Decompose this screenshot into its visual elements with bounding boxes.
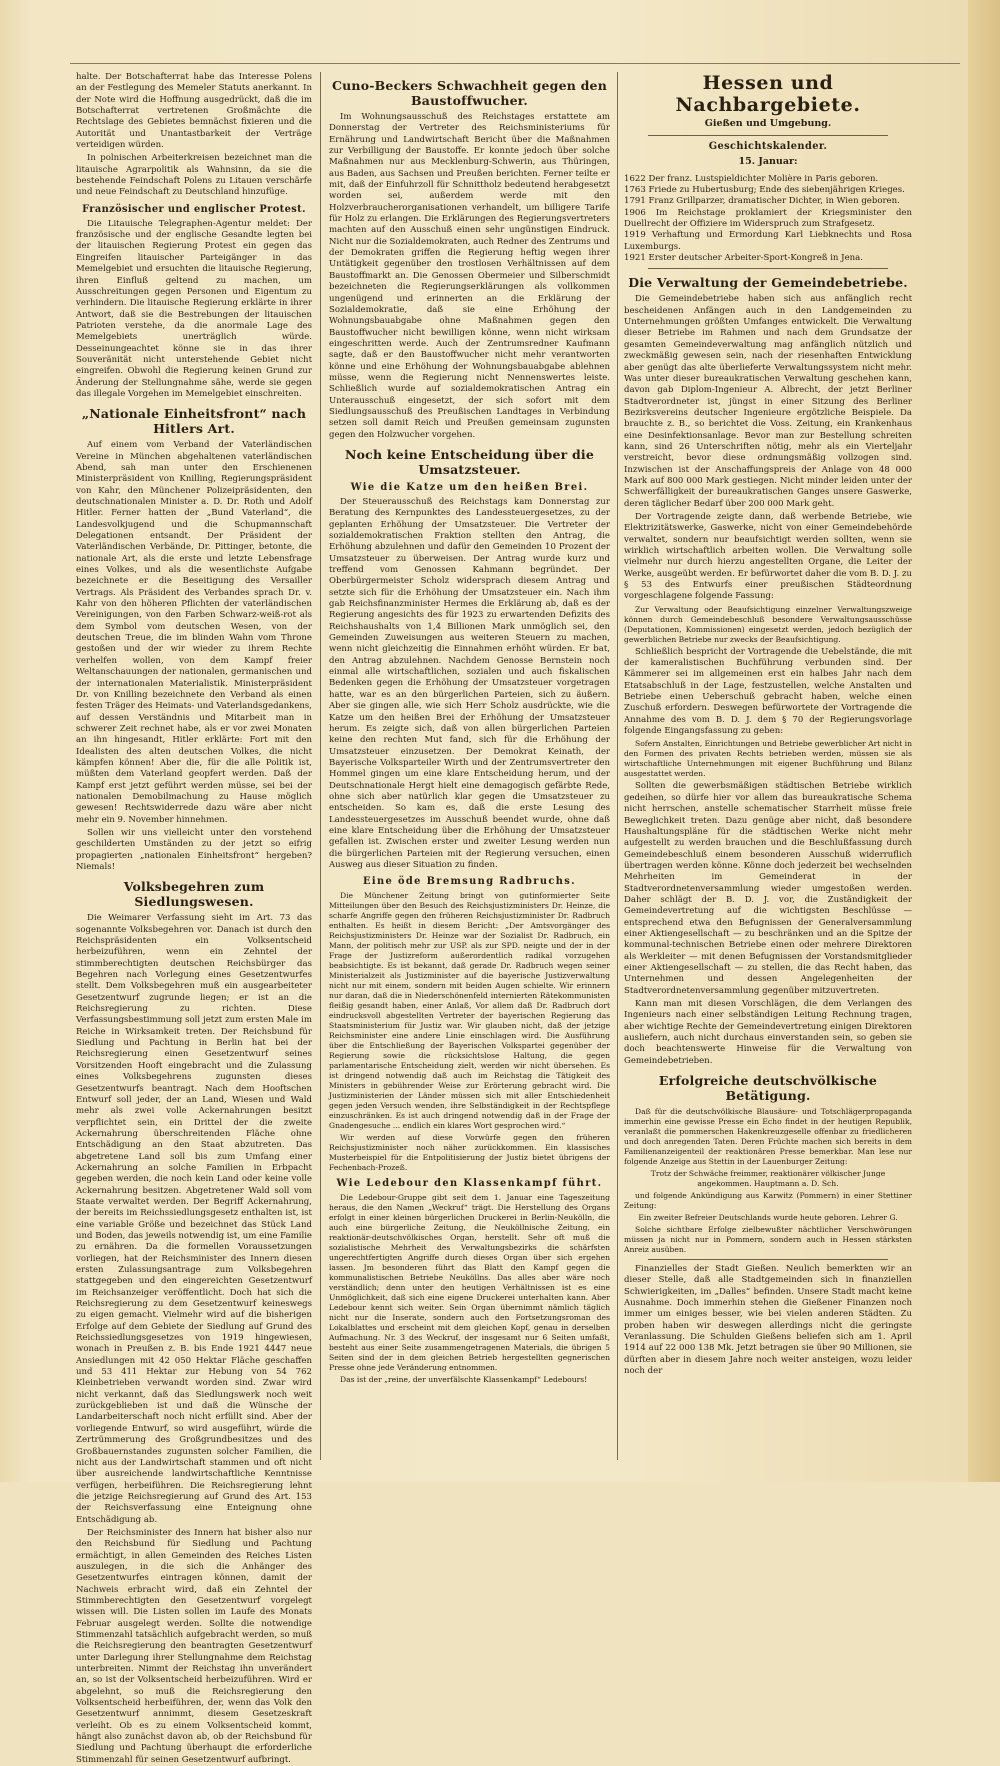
headline-kalender: Geschichtskalender. <box>708 141 828 153</box>
article-paragraph: Schließlich bespricht der Vortragende die Uebelstände, die mit der kameralistischen Buchführung verbunden sind. Der Kämmerer sei im allgemeinen erst ein halbes Jahr nach dem Etatsabschluß in der Lage, festzustellen, welche Anstalten und Betriebe einen Ueberschuß gebracht haben, welche einen Zuschuß erfordern. Deswegen befürwortete der Vortragende die Annahme des vom B. D. J. dem § 70 der Regierungsvorlage folgende Eingangsfassung zu geben: <box>624 646 912 737</box>
column-right <box>624 72 912 1462</box>
article-paragraph: Der Vortragende zeigte dann, daß werbende Betriebe, wie Elektrizitätswerke, Gaswerke, nicht von einer Gemeindebehörde verwaltet, sondern nur beaufsichtigt werden sollten, wenn sie wirklich wirtschaftlich arbeiten wollen. Die Verwaltung solle vielmehr nur durch hierzu angestellten Organe, die Leiter der Werke, ausgeübt werden. Er befürwortet daher die vom B. D. J. zu § 53 des Entwurfs einer preußischen Städteordnung vorgeschlagene folgende Fassung: <box>624 511 912 602</box>
calendar-entry: 1921 Erster deutscher Arbeiter-Sport-Kongreß in Jena. <box>624 253 863 264</box>
headline-protest: Französischer und englischer Protest. <box>82 203 306 215</box>
top-rule <box>70 63 960 64</box>
calendar-entry: 1622 Der franz. Lustspieldichter Molière in Paris geboren. <box>624 173 879 184</box>
article-paragraph: Auf einem vom Verband der Vaterländischen Vereine in München abgehaltenen vaterländischen Abend, sah man unter den Erschienenen Ministerpräsident von Knilling, Regierungspräsident von Kahr, den Münchener Polizeipräsidenten, den deutschnationalen Minister a. D. Dr. Roth und Adolf Hitler. Ferner hatten der „Bund Vaterland“, die Landesvolkjugend und die Schupmannschaft Delegationen entsandt. Der Präsident der Vaterländischen Verbände, Dr. Pittinger, betonte, die nationale Art, als die erste und letzte Lebensfrage eines Volkes, und als die wesentlichste Aufgabe bezeichnete er die Beseitigung des Versailler Vertrags. Als Präsident des Verbandes sprach Dr. v. Kahr von den höheren Pflichten der vaterländischen Vereinigungen, von den Farben Schwarz-weiß-rot als dem Symbol vom deutschen Wesen, von der deutschen Treue, die im blinden Wahn vom Throne gestoßen und der wir wieder zu ihrem Rechte verhelfen wollen, von dem Kampf freier Weltanschauungen der nationalen, germanischen und der internationalen Materialistik. Ministerpräsident Dr. von Knilling bezeichnete den Verband als einen festen Träger des Heimats- und Vaterlandsgedankens, auf dessen Verständnis und Mitarbeit man in schwerer Zeit rechnet habe, als er vor zwei Monaten an ihn hingesandt, Hitler erklärte: Fort mit den Idealisten des alten deutschen Volkes, die nicht kämpfen können! Aber die, für die alle Politik ist, müßten dem Vaterland geopfert werden. Daß der Kampf erst jetzt geführt werden müsse, sei bei der nationalen Demobilmachung zu Hause möglich gewesen! Rechtswiderrede dazu wäre aber nicht mehr ein 9. November hinnehmen. <box>76 440 312 825</box>
calendar-entry: 1791 Franz Grillparzer, dramatischer Dichter, in Wien geboren. <box>624 196 900 207</box>
divider <box>648 268 888 269</box>
article-paragraph: Finanzielles der Stadt Gießen. Neulich bemerkten wir an dieser Stelle, daß alle Stadtgemeinden sich in finanziellen Schwierigkeiten, im „Dalles“ befinden. Unsere Stadt macht keine Ausnahme. Doch immerhin stehen die Gießener Finanzen noch immer um einiges besser, wie bei vielen anderen Städten. Zu proben haben wir deswegen allerdings nicht die geringste Veranlassung. Die Schulden Gießens beliefen sich am 1. April 1914 auf 22 000 138 Mk. Jetzt betragen sie über 90 Millionen, sie dürften aber in diesem Jahre noch weiter ansteigen, wozu leider noch der <box>624 1264 912 1377</box>
paper-edge <box>968 0 1000 1482</box>
column-left <box>76 72 312 1765</box>
section-subtitle: Gießen und Umgebung. <box>704 118 832 129</box>
calendar-entry: 1763 Friede zu Hubertusburg; Ende des siebenjährigen Krieges. <box>624 185 905 196</box>
divider <box>648 135 888 136</box>
headline-radbruch: Eine öde Bremsung Radbruchs. <box>363 876 576 888</box>
article-paragraph: Die Ledebour-Gruppe gibt seit dem 1. Januar eine Tageszeitung heraus, die den Namen „Weckruf“ trägt. Die Herstellung des Organs erfolgt in einer kleinen bürgerlichen Druckerei in Berlin-Neukölln, die auch eine bürgerliche Zeitung, die Neuköllnische Zeitung, ein reaktionär-deutschvölkisches Organ, herstellt. Sehr oft muß die sozialistische Mehrheit des Verwaltungsbezirks die schärfsten ungerechtfertigten Angriffe durch dieses Organ über sich ergehen lassen. Jm besonderen führt das Blatt den Kampf gegen die kommunalistischen Betriebe Neuköllns. Das alles aber wäre noch verständlich; denn unter den heutigen Verhältnissen ist es eine Unmöglichkeit, daß sich eine eigene Druckerei unterhalten kann. Aber Ledebour kennt sich weiter. Sein Organ übernimmt nämlich täglich nicht nur die Inserate, sondern auch den Fortsetzungsroman des Lokalblattes und erscheint mit dem gleichen Kopf, genau in derselben Aufmachung. Nr. 3 des Weckruf, der insgesamt nur 6 Seiten umfaßt, besteht aus einer Seite zusammengetragenen Materials, die übrigen 5 Seiten sind der in dem gleichen Betrieb hergestellten gegnerischen Presse ohne jede Veränderung entnommen. <box>329 1193 610 1373</box>
divider <box>648 1259 888 1260</box>
headline-einheitsfront: „Nationale Einheitsfront“ nach Hitlers Art. <box>81 406 307 437</box>
article-paragraph: Solche sichtbare Erfolge zielbewußter nächtlicher Verschwörungen müssen ja nicht nur in Pommern, sondern auch in Hessen stärksten Anreiz ausüben. <box>624 1225 912 1255</box>
subheadline-katze: Wie die Katze um den heißen Brei. <box>350 481 589 493</box>
column-divider-1 <box>320 72 321 1460</box>
article-paragraph: Im Wohnungsausschuß des Reichstages erstattete am Donnerstag der Vertreter des Reichsministeriums für Ernährung und Landwirtschaft Bericht über die Maßnahmen zur Verbilligung der Baustoffe. Er konnte jedoch über solche Maßnahmen nur aus Mecklenburg-Schwerin, aus Thüringen, aus Baden, aus Sachsen und Preußen berichten. Ferner teilte er mit, daß der Einfuhrzoll für Schnittholz bedeutend herabgesetzt worden sei, außerdem werde mit den Holzverbraucherorganisationen verhandelt, um billigere Tarife für Holz zu erlangen. Die Erklärungen des Regierungsvertreters machten auf den Ausschuß einen sehr ungünstigen Eindruck. Nicht nur die Sozialdemokraten, auch Redner des Zentrums und der Demokraten griffen die Regierung heftig wegen ihrer Untätigkeit gegenüber den trostlosen Verhältnissen auf dem Baustoffmarkt an. Die Genossen Obermeier und Silberschmidt bezeichneten die Regierungserklärungen als vollkommen ungenügend und erinnerten an die Erklärung der Sozialdemokratie, daß sie eine Erhöhung der Wohnungsbauabgabe ohne Maßnahmen gegen den Baustoffwucher nicht bewilligen könne, wenn nicht wirksam eingeschritten werde. Auch der Zentrumsredner Kaufmann sagte, daß er den Baustoffwucher nicht mehr verantworten könne und eine Erhöhung der Wohnungsbauabgabe ablehnen müsse, wenn die Regierung nicht Nennenswertes leiste. Schließlich wurde auf sozialdemokratischen Antrag ein Unterausschuß eingesetzt, der sich sofort mit dem Siedlungsausschuß des Preußischen Landtages in Verbindung setzen soll damit Reich und Preußen gemeinsam zugunsten gegen den Holzwucher vorgehen. <box>329 112 610 440</box>
article-paragraph: Die Litauische Telegraphen-Agentur meldet: Der französische und der englische Gesandte legten bei der litauischen Regierung Protest ein gegen das Eingreifen litauischer Parteigänger in das Memelgebiet und ersuchten die litauische Regierung, ihren Einfluß geltend zu machen, um Ausschreitungen gegen Personen und Eigentum zu verhindern. Die litauische Regierung erklärte in ihrer Antwort, daß sie die Bestrebungen der litauischen Patrioten verstehe, da die anormale Lage des Memelgebiets unerträglich würde. Desseinungeachtet könne sie in das ihrer Souveränität nicht unterstehende Gebiet nicht eingreifen. Obwohl die Regierung keinen Grund zur Änderung der Stellungnahme sähe, werde sie gegen das illegale Vorgehen im Memelgebiet einschreiten. <box>76 218 312 399</box>
column-divider-2 <box>617 72 618 1460</box>
article-paragraph: In polnischen Arbeiterkreisen bezeichnet man die litauische Agrarpolitik als Wahnsinn, da sie die bestehende Feindschaft Polens zu Litauen verschärfe und neue Feindschaft zu Deutschland hinzufüge. <box>76 153 312 198</box>
article-paragraph: halte. Der Botschafterrat habe das Interesse Polens an der Festlegung des Memeler Statuts anerkannt. In der Note wird die Hoffnung ausgedrückt, daß die im Botschafterrat vertretenen Großmächte die Rechtslage des Gebietes bemnächst fixieren und die Autorität und Unantastbarkeit der Verträge verteidigen würden. <box>76 72 312 151</box>
headline-cuno: Cuno-Beckers Schwachheit gegen den Baustoffwucher. <box>332 78 607 108</box>
article-paragraph: Daß für die deutschvölkische Blausäure- und Totschlägerpropaganda immerhin eine gewisse Presse ein Echo findet in der heutigen Republik, veranlaßt die pommerschen Hakenkreuzgeselle offenbar zu friedlicheren und doch anregenden Taten. Deren Früchte machen sich bereits in dem Familienanzeigenteil der reaktionären Presse bemerkbar. Man lese nur folgende Anzeige aus Stettin in der Lauenburger Zeitung: <box>624 1107 912 1167</box>
column-middle <box>329 72 610 1462</box>
calendar-date: 15. Januar: <box>738 156 798 168</box>
headline-umsatzsteuer: Noch keine Entscheidung über die Umsatzsteuer. <box>345 446 594 477</box>
article-paragraph: Sollten die gewerbsmäßigen städtischen Betriebe wirklich gedeihen, so dürfe hier vor allem das bureaukratische Schema nicht herrschen, anstelle schematischer Starrheit müsse freie Beweglichkeit treten. Dazu genüge aber nicht, daß besondere Haushaltungspläne für die städtischen Werke nicht mehr aufgestellt zu werden brauchen und die Beschlußfassung durch Gemeindebeschluß einem besonderen Ausschuß widerruflich übertragen werden könne. Könne doch jederzeit bei wechselnden Mehrheiten im Gemeinderat in der Stadtverordnetenversammlung wieder umgestoßen werden. Daher schlägt der B. D. J. vor, die Zuständigkeit der Gemeindevertretung auf die wichtigsten Beschlüsse — entsprechend etwa den Befugnissen der Generalversammlung einer Aktiengesellschaft — zu beschränken und an die Spitze der kommunal-technischen Betriebe einen oder mehrere Direktoren als Werkleiter — mit denen Befugnissen der Vorstandsmitglieder einer Aktiengesellschaft — zu stellen, die das Recht haben, das Unternehmen und dessen Angelegenheiten der Stadtverordnetenversammlung gegenüber mitzuvertreten. <box>624 781 912 996</box>
ad-quote: Trotz der Schwäche freimmer, reaktionärer völkischer Junge angekommen. Hauptmann a. D. Sch. <box>650 1169 886 1189</box>
article-paragraph: Wir werden auf diese Vorwürfe gegen den früheren Reichsjustizminister noch näher zurückkommen. Ein klassisches Musterbeispiel für die Entpolitisierung der Justiz bietet übrigens der Fechenbach-Prozeß. <box>329 1133 610 1173</box>
quote-paragraph: Zur Verwaltung oder Beaufsichtigung einzelner Verwaltungszweige können durch Gemeindebeschluß besondere Verwaltungsausschüsse (Deputationen, Kommissionen) eingesetzt werden, jedoch bezüglich der gewerblichen Betriebe nur zwecks der Beaufsichtigung. <box>624 604 912 644</box>
headline-verwaltung: Die Verwaltung der Gemeindebetriebe. <box>628 275 908 291</box>
article-paragraph: Das ist der „reine, der unverfälschte Klassenkampf“ Ledebours! <box>340 1375 588 1385</box>
article-paragraph: Die Münchener Zeitung bringt von gutinformierter Seite Mitteilungen über den Besuch des Reichsjustizministers Dr. Heinze, die scharfe Angriffe gegen den früheren Reichsjustizminister Dr. Radbruch enthalten. Es heißt in diesem Bericht: „Der Amtsvorgänger des Reichsjustizministers Dr. Heinze war der Sozialist Dr. Radbruch, ein Mann, der politisch mehr zur USP. als zur SPD. neigte und der in der Frage der Justizreform außerordentlich radikal vorzugehen beabsichtigte. Es ist bekannt, daß gerade Dr. Radbruch wegen seiner Ministerialzeit als Justizminister auf die bayerische Justizverwaltung nicht nur mit einem, sondern mit beiden Augen schielte. Wir erinnern nur daran, daß die in Niederschönenfeld internierten Rätekommunisten fleißig gesandt haben, einer Anlaß, Vor allem daß Dr. Radbruch dort eindrucksvoll abgestellten Vertreter der bayerischen Regierung das Staatsministerium für Justiz war. Wir glauben nicht, daß der jetzige Reichsminister eine andere Linie einschlagen wird. Die Ausführung über die Entschließung der Bayerischen Volkspartei gegenüber der Regierung sowie die rücksichtslose Haltung, die gegen parlamentarische Entscheidung zielt, werden wir nicht übersehen. Es ist dringend notwendig daß auch im Reichstag die Tätigkeit des Ministers in gebührender Weise zur Erörterung gebracht wird. Die Justizministerien der Länder müssen sich mit aller Entschiedenheit gegen jeden Versuch wenden, ihre Selbständigkeit in der Rechtspflege einzuschränken. Es ist auch dringend notwendig daß in der Frage der Gnadengesuche ... endlich ein klares Wort gesprochen wird.“ <box>329 891 610 1131</box>
calendar-entry: 1919 Verhaftung und Ermordung Karl Liebknechts und Rosa Luxemburgs. <box>624 230 912 252</box>
article-paragraph: Die Gemeindebetriebe haben sich aus anfänglich recht bescheidenen Anfängen auch in den Landgemeinden zu Unternehmungen größten Umfanges entwickelt. Die Verwaltung dieser Betriebe im Rahmen und nach dem Grundsatze der gesamten Gemeindeverwaltung mag anfänglich nützlich und zweckmäßig gewesen sein, nach der riesenhaften Entwicklung aber genügt das alte überlieferte Verwaltungssystem nicht mehr. Was unter dieser bureaukratischen Verwaltung geschehen kann, davon gab Diplom-Ingenieur A. Albrecht, der jetzt Berliner Stadtverordneter ist, jüngst in einer Sitzung des Berliner Bezirksvereins deutscher Ingenieure ergötzliche Beispiele. Da brauchte z. B., so berichtet die Voss. Zeitung, ein Krankenhaus eine Desinfektionsanlage. Bevor man zur Bestellung schreiten kann, sind 26 Unterschriften nötig, mehr als ein Vierteljahr verstreicht, bevor diese ordnungsmäßig vollzogen sind. Inzwischen ist der Anschaffungspreis der Anlage von 48 000 Mark auf 800 000 Mark gestiegen. Nicht minder leiden unter der Schwerfälligkeit der bureaukratischen Ganges unsere Gaswerke, deren täglicher Bedarf über 200 000 Mark geht. <box>624 294 912 509</box>
article-paragraph: Kann man mit diesen Vorschlägen, die dem Verlangen des Ingenieurs nach einer selbständigen Leitung Rechnung tragen, aber wichtige Rechte der Gemeindevertretung einigen Direktoren ausliefern, auch nicht durchaus einverstanden sein, so geben sie doch beachtenswerte Hinweise für die Verwaltung von Gemeindebetrieben. <box>624 999 912 1066</box>
article-paragraph: Sollen wir uns vielleicht unter den vorstehend geschilderten Umständen zu der jetzt so eifrig propagierten „nationalen Einheitsfront“ hergeben? Niemals! <box>76 827 312 872</box>
headline-volksbegehren: Volksbegehren zum Siedlungswesen. <box>123 879 265 910</box>
calendar-entry: 1906 Im Reichstage proklamiert der Kriegsminister den Duellrecht der Offiziere im Widerspruch zum Strafgesetz. <box>624 207 912 230</box>
article-paragraph: Die Weimarer Verfassung sieht im Art. 73 das sogenannte Volksbegehren vor. Danach ist durch den Reichspräsidenten ein Volksentscheid herbeizuführen, wenn ein Zehntel der stimmberechtigten deutschen Reichsbürger das Begehren nach Vorlegung eines Gesetzentwurfes stellt. Dem Volksbegehren muß ein ausgearbeiteter Gesetzentwurf zugrunde liegen; er ist an die Reichsregierung zu richten. Diese Verfassungsbestimmung soll jetzt zum ersten Male im Reiche in Wirksamkeit treten. Der Reichsbund für Siedlung und Pachtung in Berlin hat bei der Reichsregierung einen Gesetzentwurf seines Vorsitzenden Hooft eingebracht und die Zulassung eines Volksbegehrens zugunsten dieses Gesetzentwurfs beantragt. Nach dem Hooftschen Entwurf soll jeder, der an Land, Wiesen und Wald mehr als zwei volle Ackernahrungen besitzt verpflichtet sein, ein Drittel der die zweite Ackernahrung überschreitenden Fläche ohne Entschädigung an den Staat abzutreten. Das abgetretene Land soll bis zum Umfang einer Ackernahrung an solche Familien in Erbpacht gegeben werden, die noch kein Land oder keine volle Ackernahrung besitzen. Abgetretener Wald soll vom Staate verwaltet werden. Der Begriff Ackernahrung, der bereits im Reichssiedlungsgesetz enthalten ist, ist eine variable Größe und bezeichnet das Stück Land und Boden, das jeweils notwendig ist, um eine Familie zu ernähren. Da die formellen Voraussetzungen vorliegen, hat der Reichsminister des Innern diesen ersten Zulassungsantrage zum Volksbegehren stattgegeben und den eingereichten Gesetzentwurf im Reichsanzeiger veröffentlicht. Doch hat sich die Reichsregierung zu dem Gesetzentwurf keineswegs zu eigen gemacht. Vielmehr wird auf die bisherigen Erfolge auf dem Gebiete der Siedlung auf Grund des Reichssiedlungsgesetzes von 1919 hingewiesen, wonach in Preußen z. B. bis Ende 1921 4447 neue Ansiedlungen mit 42 050 Hektar Fläche geschaffen und 53 411 Hektar zur Hebung von 54 762 Kleinbetrieben verwandt worden sind. Zwar wird nicht verkannt, daß das Siedlungswerk noch weit zurückgeblieben ist und daß die Wünsche der Landarbeiterschaft noch nicht erfüllt sind. Aber der vorliegende Entwurf, so wird ausgeführt, würde die Zertrümmerung des Großgrundbesitzes und des Großbauernstandes zugunsten solcher Familien, die nicht aus der Landwirtschaft stammen und oft nicht über ausreichende landwirtschaftliche Kenntnisse verfügen, herbeiführen. Die Reichsregierung lehnt die jetzige Reichsregierung auf Grund des Art. 153 der Reichsverfassung eine Enteignung ohne Entschädigung ab. <box>76 913 312 1525</box>
article-paragraph: und folgende Ankündigung aus Karwitz (Pommern) in einer Stettiner Zeitung: <box>624 1191 912 1211</box>
article-paragraph: Der Reichsminister des Innern hat bisher also nur den Reichsbund für Siedlung und Pachtung ermächtigt, in allen Gemeinden des Reiches Listen auszulegen, in die sich die Anhänger des Gesetzentwurfes eintragen können, damit der Nachweis erbracht wird, daß ein Zehntel der Stimmberechtigten den Gesetzentwurf vorgelegt wissen will. Die Listen sollen im Laufe des Monats Februar ausgelegt werden. Sollte die notwendige Stimmenzahl tatsächlich aufgebracht werden, so muß die Reichsregierung den beantragten Gesetzentwurf unter Darlegung ihrer Stellungnahme dem Reichstag unterbreiten. Nimmt der Reichstag ihn unverändert an, so ist der Volksentscheid herbeizuführen. Wird er abgelehnt, so muß die Reichsregierung den Volksentscheid herbeiführen, der, wenn das Volk den Gesetzentwurf annimmt, diesem Gesetzeskraft verleiht. Ob es zu einem Volksentscheid kommt, hängt also zunächst davon ab, ob der Reichsbund für Siedlung und Pachtung überhaupt die erforderliche Stimmenzahl für seinen Gesetzentwurf aufbringt. <box>76 1527 312 1765</box>
ad-quote: Ein zweiter Befreier Deutschlands wurde heute geboren. Lehrer G. <box>638 1213 898 1223</box>
section-title: Hessen und Nachbargebiete. <box>675 72 861 116</box>
headline-erfolg: Erfolgreiche deutschvölkische Betätigung. <box>658 1073 878 1104</box>
headline-ledebour: Wie Ledebour den Klassenkampf führt. <box>336 1178 603 1190</box>
quote-paragraph: Sofern Anstalten, Einrichtungen und Betriebe gewerblicher Art nicht in den Formen des privaten Rechts betrieben werden, müssen sie als wirtschaftliche Unternehmungen mit eigener Buchführung und Bilanz ausgestattet werden. <box>624 739 912 779</box>
article-paragraph: Der Steuerausschuß des Reichstags kam Donnerstag zur Beratung des Kernpunktes des Landessteuergesetzes, zu der geplanten Erhöhung der Umsatzsteuer. Die Vertreter der sozialdemokratischen Fraktion stellten den Antrag, die Erhöhung abzulehnen und dafür den Gemeinden 10 Prozent der Umsatzsteuer zu überweisen. Der Antrag wurde kurz und treffend vom Genossen Kahmann begründet. Der Oberbürgermeister Scholz widersprach diesem Antrag und setzte sich für die Erhöhung der Umsatzsteuer ein. Nach ihm gab Reichsfinanzminister Hermes die Erklärung ab, daß es der Regierung angesichts des für 1923 zu erwartenden Defizits des Reichshaushalts von 1,4 Billionen Mark unmöglich sei, den Gemeinden Zuweisungen aus weiteren Steuern zu machen, wenn nicht gleichzeitig die Einnahmen erhöht würden. Er bat, den Antrag abzulehnen. Nachdem Genosse Bernstein noch einmal alle wirtschaftlichen, sozialen und auch fiskalischen Bedenken gegen die Erhöhung der Umsatzsteuer vorgetragen hatte, war es an den bürgerlichen Parteien, sich zu äußern. Aber sie gingen alle, wie sich Herr Scholz ausdrückte, wie die Katze um den heißen Brei der Erhöhung der Umsatzsteuer herum. Es zeigte sich, daß von allen bürgerlichen Parteien keine den rechten Mut fand, sich für die Erhöhung der Umsatzsteuer einzusetzen. Der Demokrat Keinath, der Bayerische Volksparteiler Wirth und der Zentrumsvertreter den Hommel gingen um eine klare Entscheidung herum, und der Deutschnationale Hergt hielt eine demagogisch gefärbte Rede, ohne sich aber natürlich klar gegen die Umsatzsteuer zu entscheiden. So kam es, daß die erste Lesung des Landessteuergesetzes im Ausschuß beendet wurde, ohne daß eine klare Entscheidung über die Erhöhung der Umsatzsteuer gefallen ist. Zwischen erster und zweiter Lesung werden nun die bürgerlichen Parteien mit der Regierung versuchen, einen Ausweg aus dieser Situation zu finden. <box>329 496 610 870</box>
